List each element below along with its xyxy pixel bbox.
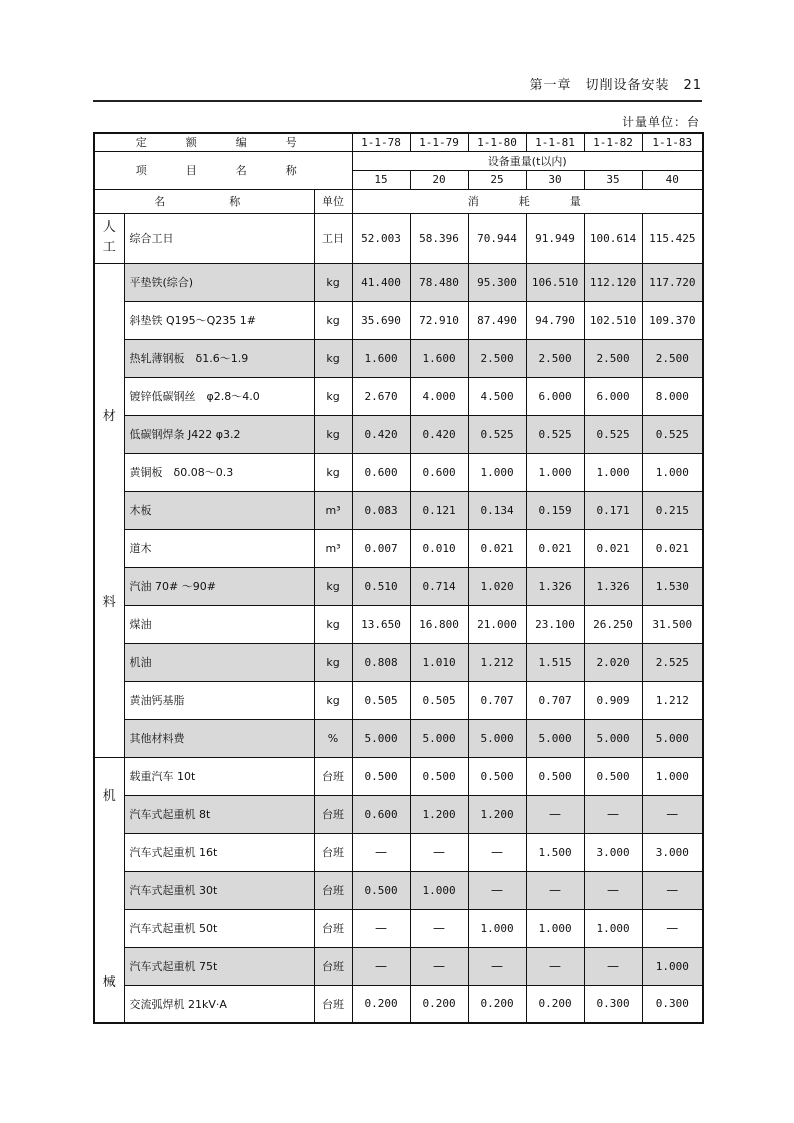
value-cell: 1.600	[352, 339, 410, 377]
table-row	[94, 213, 703, 263]
value-cell: 0.707	[468, 681, 526, 719]
value-cell: 0.021	[526, 529, 584, 567]
weight-cell: 15	[352, 170, 410, 189]
item-name: 道木	[124, 529, 314, 567]
value-cell: —	[642, 795, 703, 833]
item-unit: kg	[314, 567, 352, 605]
value-cell: 21.000	[468, 605, 526, 643]
item-name: 综合工日	[124, 213, 314, 263]
weight-label-row	[94, 151, 703, 170]
weight-cell: 20	[410, 170, 468, 189]
table-row	[94, 301, 703, 339]
name-header: 名 称	[94, 189, 314, 213]
value-cell: 1.000	[526, 453, 584, 491]
value-cell: 5.000	[642, 719, 703, 757]
value-cell: 0.500	[584, 757, 642, 795]
quota-no-cell: 1-1-81	[526, 133, 584, 151]
value-cell: 0.525	[526, 415, 584, 453]
value-cell: 0.159	[526, 491, 584, 529]
item-unit: %	[314, 719, 352, 757]
value-cell: 1.500	[526, 833, 584, 871]
value-cell: 1.326	[526, 567, 584, 605]
value-cell: 109.370	[642, 301, 703, 339]
value-cell: 1.600	[410, 339, 468, 377]
value-cell: 52.003	[352, 213, 410, 263]
weight-cell: 25	[468, 170, 526, 189]
table-row	[94, 985, 703, 1023]
item-name: 斜垫铁 Q195～Q235 1#	[124, 301, 314, 339]
table-row	[94, 681, 703, 719]
value-cell: 0.500	[468, 757, 526, 795]
value-cell: 0.909	[584, 681, 642, 719]
value-cell: 0.500	[352, 757, 410, 795]
value-cell: 0.134	[468, 491, 526, 529]
value-cell: 0.500	[352, 871, 410, 909]
table-row	[94, 263, 703, 301]
value-cell: 0.525	[642, 415, 703, 453]
value-cell: 1.000	[584, 453, 642, 491]
table-row	[94, 909, 703, 947]
value-cell: 115.425	[642, 213, 703, 263]
item-name: 镀锌低碳钢丝 φ2.8～4.0	[124, 377, 314, 415]
value-cell: —	[410, 947, 468, 985]
value-cell: 2.500	[642, 339, 703, 377]
item-unit: kg	[314, 301, 352, 339]
value-cell: —	[584, 947, 642, 985]
table-row	[94, 871, 703, 909]
item-unit: kg	[314, 415, 352, 453]
item-name: 汽油 70# ～90#	[124, 567, 314, 605]
table-row	[94, 529, 703, 567]
value-cell: 0.300	[584, 985, 642, 1023]
value-cell: 13.650	[352, 605, 410, 643]
value-cell: 0.021	[468, 529, 526, 567]
item-unit: m³	[314, 529, 352, 567]
value-cell: 58.396	[410, 213, 468, 263]
item-unit: 工日	[314, 213, 352, 263]
item-name-label: 项 目 名 称	[94, 151, 352, 189]
table-row	[94, 453, 703, 491]
item-name: 交流弧焊机 21kV·A	[124, 985, 314, 1023]
table-row	[94, 719, 703, 757]
item-name: 木板	[124, 491, 314, 529]
consumption-header: 消 耗 量	[352, 189, 703, 213]
value-cell: —	[526, 795, 584, 833]
item-unit: 台班	[314, 871, 352, 909]
quota-no-row	[94, 133, 703, 151]
value-cell: —	[468, 833, 526, 871]
value-cell: 2.670	[352, 377, 410, 415]
value-cell: 0.500	[526, 757, 584, 795]
value-cell: 1.000	[410, 871, 468, 909]
value-cell: 2.525	[642, 643, 703, 681]
value-cell: 0.600	[410, 453, 468, 491]
weight-cell: 30	[526, 170, 584, 189]
value-cell: 6.000	[584, 377, 642, 415]
value-cell: 6.000	[526, 377, 584, 415]
item-name: 低碳钢焊条 J422 φ3.2	[124, 415, 314, 453]
value-cell: 1.515	[526, 643, 584, 681]
value-cell: 0.525	[584, 415, 642, 453]
value-cell: 5.000	[352, 719, 410, 757]
value-cell: 0.200	[468, 985, 526, 1023]
value-cell: 0.505	[410, 681, 468, 719]
value-cell: —	[526, 871, 584, 909]
quota-no-cell: 1-1-80	[468, 133, 526, 151]
quota-no-cell: 1-1-79	[410, 133, 468, 151]
item-unit: kg	[314, 377, 352, 415]
item-name: 黄油钙基脂	[124, 681, 314, 719]
value-cell: 5.000	[526, 719, 584, 757]
group-label: 材 料	[94, 263, 124, 757]
item-name: 热轧薄钢板 δ1.6～1.9	[124, 339, 314, 377]
item-unit: 台班	[314, 947, 352, 985]
value-cell: 26.250	[584, 605, 642, 643]
item-name: 载重汽车 10t	[124, 757, 314, 795]
weight-cell: 35	[584, 170, 642, 189]
table-row	[94, 415, 703, 453]
value-cell: 91.949	[526, 213, 584, 263]
item-unit: 台班	[314, 757, 352, 795]
value-cell: 0.420	[352, 415, 410, 453]
header-rule	[93, 100, 702, 102]
table-row	[94, 605, 703, 643]
value-cell: 1.000	[584, 909, 642, 947]
value-cell: 41.400	[352, 263, 410, 301]
table-row	[94, 643, 703, 681]
value-cell: 0.510	[352, 567, 410, 605]
value-cell: 0.083	[352, 491, 410, 529]
value-cell: 0.021	[584, 529, 642, 567]
value-cell: 0.600	[352, 453, 410, 491]
value-cell: 1.000	[642, 453, 703, 491]
value-cell: 0.215	[642, 491, 703, 529]
value-cell: 1.530	[642, 567, 703, 605]
value-cell: 100.614	[584, 213, 642, 263]
value-cell: 1.212	[642, 681, 703, 719]
value-cell: 106.510	[526, 263, 584, 301]
value-cell: 1.200	[468, 795, 526, 833]
value-cell: 0.525	[468, 415, 526, 453]
value-cell: 5.000	[584, 719, 642, 757]
value-cell: —	[352, 909, 410, 947]
value-cell: 0.171	[584, 491, 642, 529]
value-cell: 1.020	[468, 567, 526, 605]
value-cell: 0.121	[410, 491, 468, 529]
value-cell: —	[642, 871, 703, 909]
column-header-row	[94, 189, 703, 213]
value-cell: —	[468, 871, 526, 909]
value-cell: 78.480	[410, 263, 468, 301]
table-row	[94, 491, 703, 529]
item-unit: kg	[314, 681, 352, 719]
running-head: 第一章 切削设备安装 21	[529, 78, 702, 93]
value-cell: 1.212	[468, 643, 526, 681]
item-name: 汽车式起重机 50t	[124, 909, 314, 947]
value-cell: 4.000	[410, 377, 468, 415]
value-cell: 102.510	[584, 301, 642, 339]
quota-no-cell: 1-1-78	[352, 133, 410, 151]
value-cell: —	[410, 909, 468, 947]
weight-cell: 40	[642, 170, 703, 189]
value-cell: —	[352, 947, 410, 985]
value-cell: 2.500	[468, 339, 526, 377]
value-cell: 1.000	[468, 909, 526, 947]
item-unit: m³	[314, 491, 352, 529]
item-unit: kg	[314, 453, 352, 491]
value-cell: 94.790	[526, 301, 584, 339]
table-row	[94, 567, 703, 605]
item-unit: 台班	[314, 795, 352, 833]
group-label: 人 工	[94, 213, 124, 263]
value-cell: 0.500	[410, 757, 468, 795]
value-cell: 112.120	[584, 263, 642, 301]
value-cell: —	[410, 833, 468, 871]
value-cell: —	[584, 871, 642, 909]
value-cell: 5.000	[410, 719, 468, 757]
quota-table	[93, 132, 704, 1024]
item-unit: kg	[314, 643, 352, 681]
table-row	[94, 757, 703, 795]
value-cell: 1.326	[584, 567, 642, 605]
table-row	[94, 833, 703, 871]
value-cell: 0.505	[352, 681, 410, 719]
value-cell: 0.420	[410, 415, 468, 453]
quota-no-cell: 1-1-83	[642, 133, 703, 151]
value-cell: 0.600	[352, 795, 410, 833]
table-row	[94, 377, 703, 415]
value-cell: 2.500	[526, 339, 584, 377]
value-cell: 8.000	[642, 377, 703, 415]
value-cell: 1.000	[642, 757, 703, 795]
value-cell: 1.000	[642, 947, 703, 985]
value-cell: 0.200	[352, 985, 410, 1023]
item-name: 煤油	[124, 605, 314, 643]
value-cell: 2.020	[584, 643, 642, 681]
value-cell: 87.490	[468, 301, 526, 339]
value-cell: 0.300	[642, 985, 703, 1023]
unit-header: 单位	[314, 189, 352, 213]
value-cell: —	[584, 795, 642, 833]
quota-no-label: 定 额 编 号	[94, 133, 352, 151]
value-cell: 0.707	[526, 681, 584, 719]
value-cell: 1.010	[410, 643, 468, 681]
item-unit: kg	[314, 339, 352, 377]
value-cell: 3.000	[642, 833, 703, 871]
weight-label: 设备重量(t以内)	[352, 151, 703, 170]
value-cell: 95.300	[468, 263, 526, 301]
item-name: 机油	[124, 643, 314, 681]
value-cell: 0.808	[352, 643, 410, 681]
item-name: 汽车式起重机 75t	[124, 947, 314, 985]
value-cell: 0.714	[410, 567, 468, 605]
value-cell: 0.200	[526, 985, 584, 1023]
value-cell: 0.010	[410, 529, 468, 567]
item-name: 汽车式起重机 30t	[124, 871, 314, 909]
value-cell: —	[352, 833, 410, 871]
item-unit: kg	[314, 263, 352, 301]
value-cell: —	[642, 909, 703, 947]
table-row	[94, 947, 703, 985]
value-cell: 0.200	[410, 985, 468, 1023]
value-cell: 1.200	[410, 795, 468, 833]
value-cell: 70.944	[468, 213, 526, 263]
item-name: 平垫铁(综合)	[124, 263, 314, 301]
value-cell: —	[468, 947, 526, 985]
group-label: 机 械	[94, 757, 124, 1023]
value-cell: 0.007	[352, 529, 410, 567]
value-cell: 4.500	[468, 377, 526, 415]
table-row	[94, 795, 703, 833]
item-unit: 台班	[314, 909, 352, 947]
value-cell: —	[526, 947, 584, 985]
value-cell: 2.500	[584, 339, 642, 377]
table-row	[94, 339, 703, 377]
item-name: 汽车式起重机 8t	[124, 795, 314, 833]
value-cell: 117.720	[642, 263, 703, 301]
quota-no-cell: 1-1-82	[584, 133, 642, 151]
item-unit: 台班	[314, 985, 352, 1023]
value-cell: 16.800	[410, 605, 468, 643]
value-cell: 1.000	[468, 453, 526, 491]
value-cell: 1.000	[526, 909, 584, 947]
item-name: 汽车式起重机 16t	[124, 833, 314, 871]
item-unit: kg	[314, 605, 352, 643]
value-cell: 3.000	[584, 833, 642, 871]
value-cell: 0.021	[642, 529, 703, 567]
value-cell: 23.100	[526, 605, 584, 643]
item-name: 黄铜板 δ0.08～0.3	[124, 453, 314, 491]
unit-note: 计量单位：台	[621, 115, 700, 129]
item-unit: 台班	[314, 833, 352, 871]
value-cell: 35.690	[352, 301, 410, 339]
value-cell: 72.910	[410, 301, 468, 339]
value-cell: 31.500	[642, 605, 703, 643]
item-name: 其他材料费	[124, 719, 314, 757]
value-cell: 5.000	[468, 719, 526, 757]
